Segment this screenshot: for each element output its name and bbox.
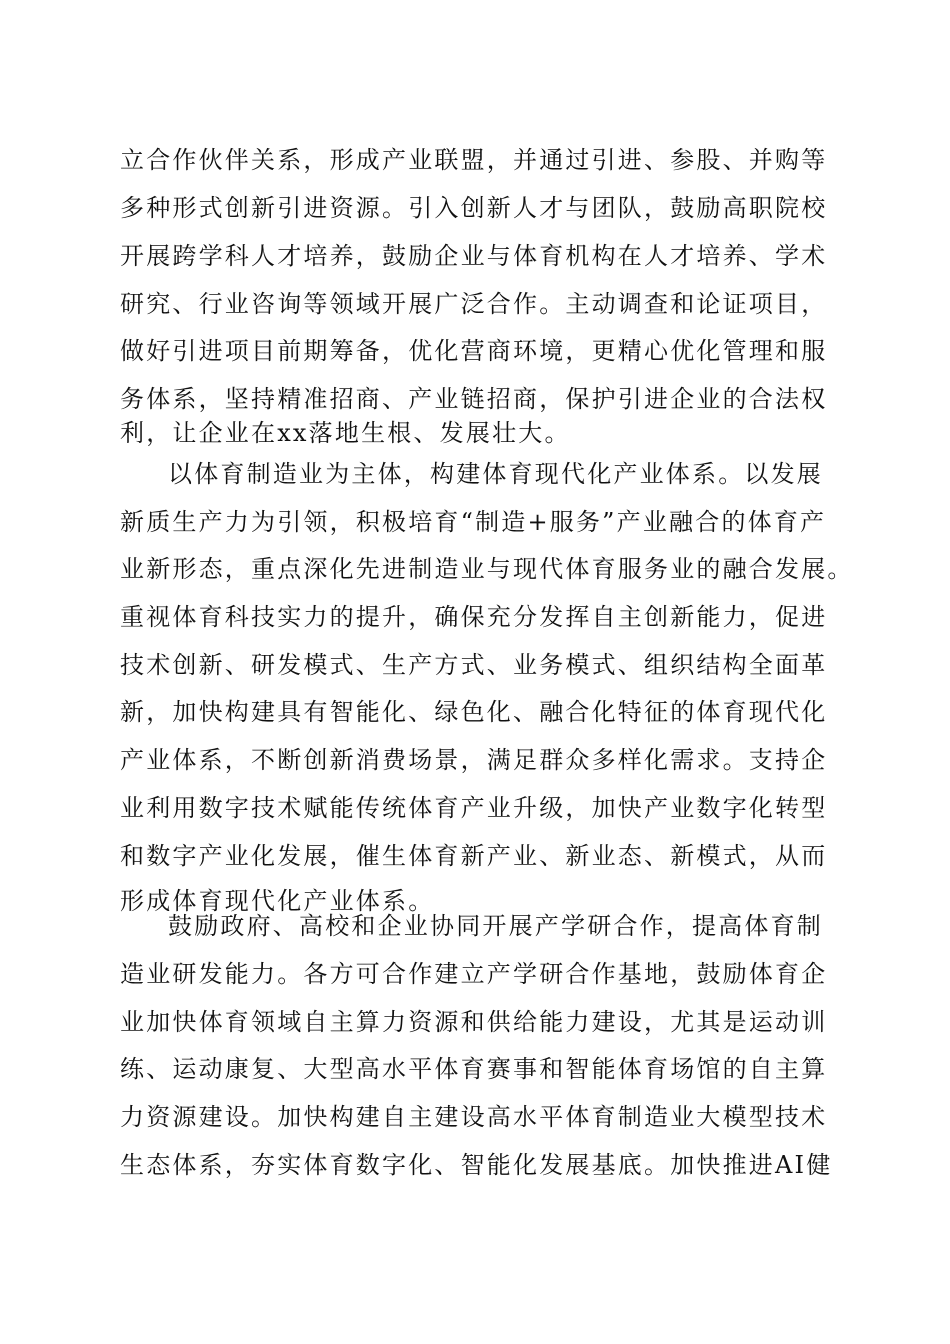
text-line: 开展跨学科人才培养，鼓励企业与体育机构在人才培养、学术 bbox=[120, 242, 828, 270]
text-line: 立合作伙伴关系，形成产业联盟，并通过引进、参股、并购等 bbox=[120, 146, 828, 174]
text-line: 务体系，坚持精准招商、产业链招商，保护引进企业的合法权 bbox=[120, 385, 828, 413]
text-line: 技术创新、研发模式、生产方式、业务模式、组织结构全面革 bbox=[120, 651, 828, 679]
text-line: 研究、行业咨询等领域开展广泛合作。主动调查和论证项目， bbox=[120, 290, 828, 318]
text-line: 和数字产业化发展，催生体育新产业、新业态、新模式，从而 bbox=[120, 842, 828, 870]
text-line: 业新形态，重点深化先进制造业与现代体育服务业的融合发展。 bbox=[120, 555, 854, 583]
text-line: 鼓励政府、高校和企业协同开展产学研合作，提高体育制 bbox=[168, 912, 823, 940]
text-line: 练、运动康复、大型高水平体育赛事和智能体育场馆的自主算 bbox=[120, 1055, 828, 1083]
text-line: 多种形式创新引进资源。引入创新人才与团队，鼓励高职院校 bbox=[120, 194, 828, 222]
text-line: 以体育制造业为主体，构建体育现代化产业体系。以发展 bbox=[168, 460, 823, 488]
text-line: 做好引进项目前期筹备，优化营商环境，更精心优化管理和服 bbox=[120, 337, 828, 365]
text-line: 利，让企业在xx落地生根、发展壮大。 bbox=[120, 419, 571, 447]
text-line: 新质生产力为引领，积极培育“制造+服务”产业融合的体育产 bbox=[120, 508, 827, 536]
text-line: 产业体系，不断创新消费场景，满足群众多样化需求。支持企 bbox=[120, 746, 828, 774]
text-line: 新，加快构建具有智能化、绿色化、融合化特征的体育现代化 bbox=[120, 698, 828, 726]
text-line: 力资源建设。加快构建自主建设高水平体育制造业大模型技术 bbox=[120, 1103, 828, 1131]
text-line: 形成体育现代化产业体系。 bbox=[120, 887, 435, 915]
text-line: 生态体系，夯实体育数字化、智能化发展基底。加快推进AI健 bbox=[120, 1151, 833, 1179]
text-line: 造业研发能力。各方可合作建立产学研合作基地，鼓励体育企 bbox=[120, 960, 828, 988]
text-line: 重视体育科技实力的提升，确保充分发挥自主创新能力，促进 bbox=[120, 603, 828, 631]
text-line: 业利用数字技术赋能传统体育产业升级，加快产业数字化转型 bbox=[120, 794, 828, 822]
text-line: 业加快体育领域自主算力资源和供给能力建设，尤其是运动训 bbox=[120, 1008, 828, 1036]
